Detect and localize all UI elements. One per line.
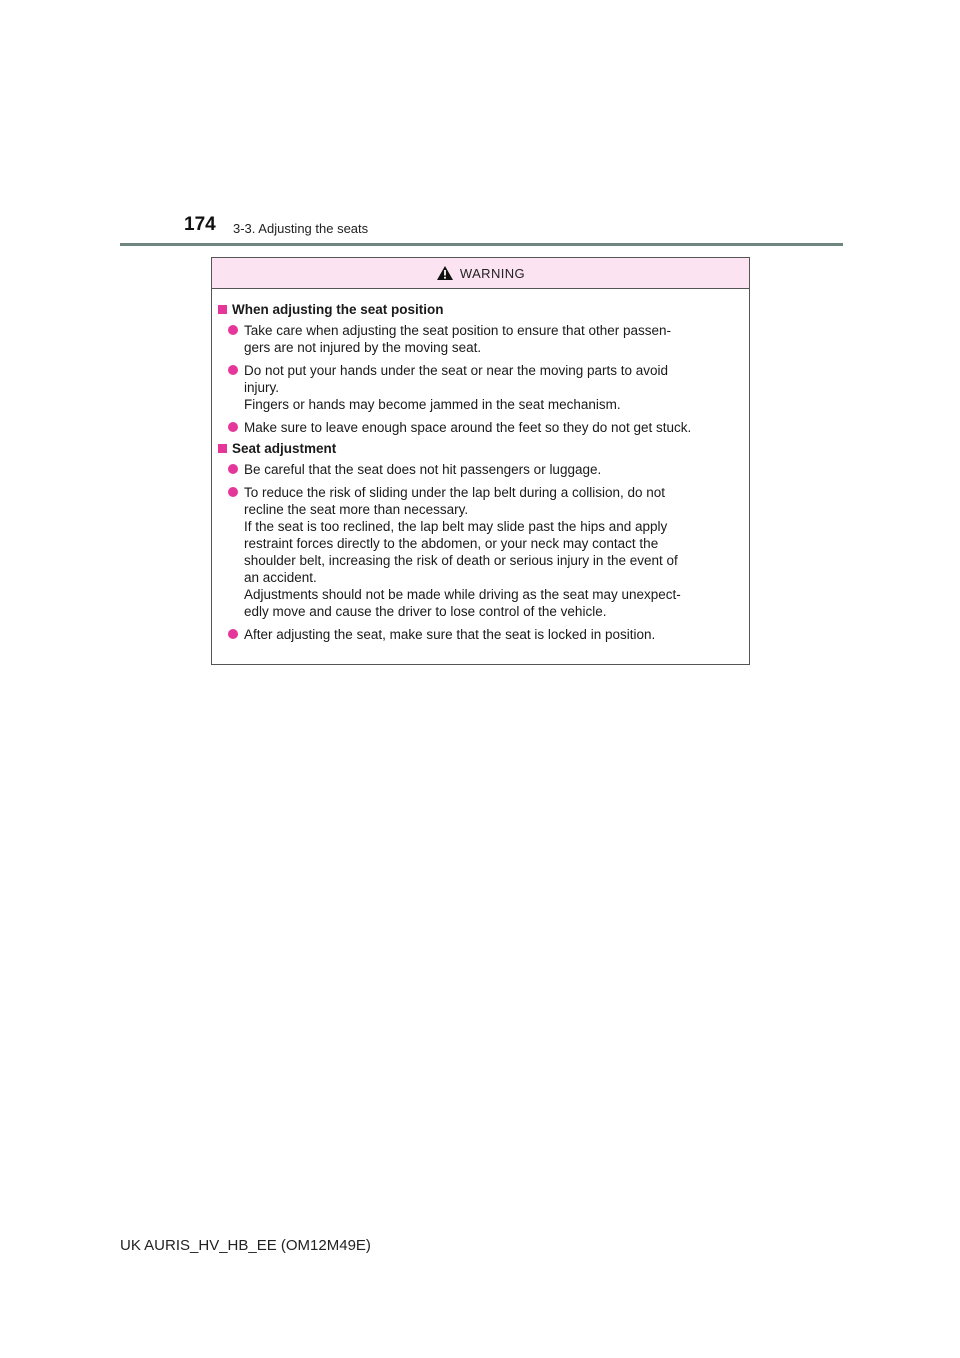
list-item: [228, 362, 743, 413]
list-item-text: After adjusting the seat, make sure that the seat is locked in position.: [244, 627, 656, 642]
section-title: 3-3. Adjusting the seats: [233, 221, 369, 236]
round-bullet-icon: [228, 365, 238, 375]
section-heading-text: When adjusting the seat position: [232, 302, 444, 317]
list-item-text: To reduce the risk of sliding under the lap belt during a collision, do not recline the seat more than necessary. If the seat is too reclined, the lap belt may slide past the hips and apply restraint forces directly to the abdomen, or your neck may contact the shoulder belt, increasing the risk of death or serious injury in the event of an accident. Adjustments should not be made while driving as the seat may unexpect- edly move and cause the driver to lose control of the vehicle.: [244, 485, 681, 619]
list-item: [228, 419, 743, 436]
list-item-text: Make sure to leave enough space around the feet so they do not get stuck.: [244, 420, 692, 435]
list-item-text: Take care when adjusting the seat position to ensure that other passen- gers are not injured by the moving seat.: [244, 323, 672, 355]
warning-box: [211, 257, 750, 665]
list-item: [228, 484, 743, 620]
page-number: 174: [184, 214, 216, 235]
list-item: [228, 461, 743, 478]
round-bullet-icon: [228, 629, 238, 639]
round-bullet-icon: [228, 487, 238, 497]
section-heading-text: Seat adjustment: [232, 441, 337, 456]
list-item: [228, 626, 743, 643]
square-bullet-icon: [218, 444, 227, 453]
round-bullet-icon: [228, 422, 238, 432]
list-item-text: Do not put your hands under the seat or near the moving parts to avoid injury. Fingers or hands may become jammed in the seat mechanism.: [244, 363, 669, 412]
list-item: [228, 322, 743, 356]
section-heading: [218, 301, 743, 318]
round-bullet-icon: [228, 325, 238, 335]
list-item-text: Be careful that the seat does not hit passengers or luggage.: [244, 462, 602, 477]
warning-title: WARNING: [459, 265, 526, 281]
warning-triangle-icon: [436, 265, 454, 281]
section-heading: [218, 440, 743, 457]
round-bullet-icon: [228, 464, 238, 474]
footer-code: UK AURIS_HV_HB_EE (OM12M49E): [120, 1237, 371, 1254]
square-bullet-icon: [218, 305, 227, 314]
header-rule: [120, 243, 843, 246]
warning-content: [212, 289, 749, 643]
warning-header: [212, 258, 749, 289]
